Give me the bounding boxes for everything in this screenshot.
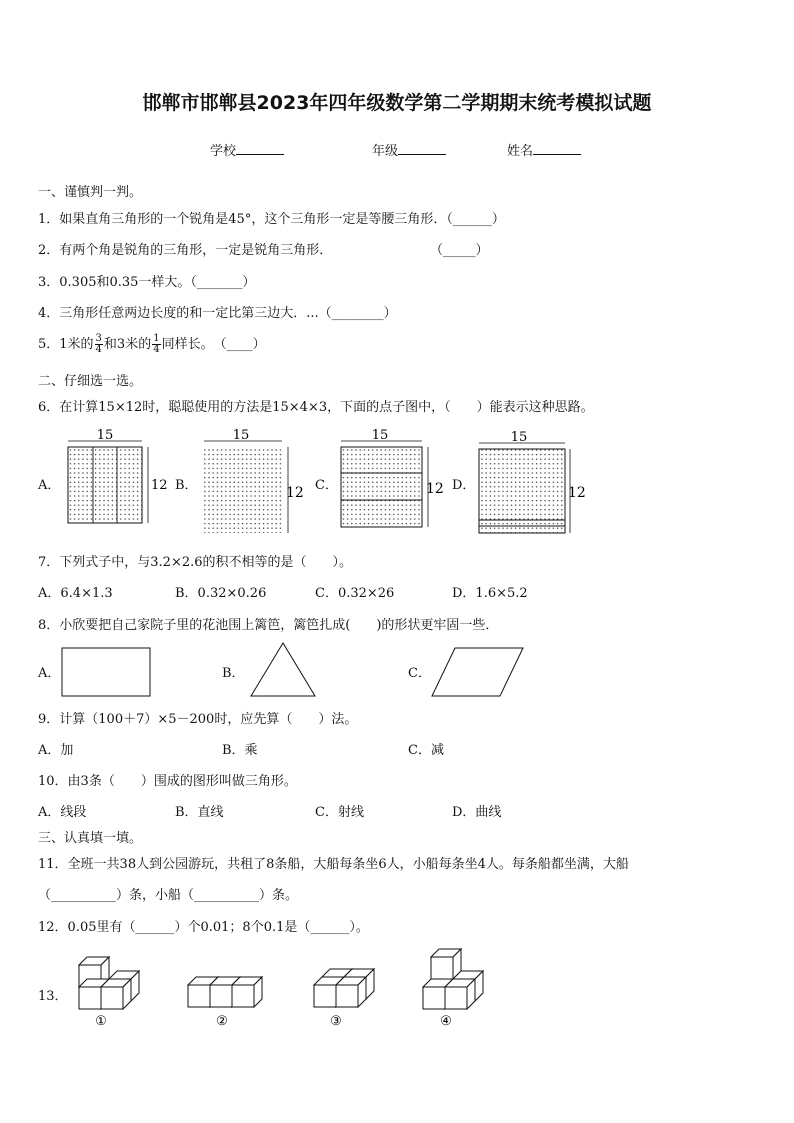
grade-label: 年级 [372,144,399,159]
cube-figure-3 [314,969,374,1029]
cube-figure-4 [423,949,483,1029]
cube-figure-2 [188,977,262,1029]
shape-options [55,640,535,700]
q6-option-c-label[interactable]: C． [315,478,338,493]
q9-option-b[interactable]: B．乘 [222,743,258,758]
dot-grid-b [204,428,304,533]
section-1-heading: 一、谨慎判一判。 [38,185,143,200]
dim-width-label: 15 [510,430,528,445]
dot-grid-a [68,428,168,523]
question-13: 13． [38,989,68,1004]
fraction-three-quarters [95,334,103,355]
q5-text-post: 同样长。 （____） [161,337,266,352]
q6-option-b-label[interactable]: B． [175,478,198,493]
rectangle-shape [62,648,150,696]
dim-width-label: 15 [232,428,250,443]
fraction-denominator: 4 [95,344,102,355]
question-7: 7．下列式子中，与3.2×2.6的积不相等的是（ ）。 [38,555,353,570]
question-12: 12．0.05里有（______）个0.01；8个0.1是（______）。 [38,920,369,935]
dim-height-label: 12 [426,481,444,497]
figure-label: ① [95,1014,107,1029]
triangle-shape [251,643,315,696]
q7-option-a[interactable]: A．6.4×1.3 [38,586,113,601]
dim-height-label: 12 [568,485,586,501]
dim-width-label: 15 [371,428,389,443]
dot-grid-c [341,428,444,527]
question-2-blank[interactable]: （_____） [430,243,489,258]
school-field[interactable] [210,140,284,159]
question-2: 2．有两个角是锐角的三角形，一定是锐角三角形． [38,243,333,258]
name-label: 姓名 [507,144,534,159]
question-1: 1．如果直角三角形的一个锐角是45°，这个三角形一定是等腰三角形．（______） [38,212,505,227]
cube-figure-1 [79,957,139,1029]
fraction-numerator: 3 [95,333,102,344]
section-3-heading: 三、认真填一填。 [38,831,143,846]
q7-option-b[interactable]: B．0.32×0.26 [175,586,267,601]
fraction-one-quarter [152,334,160,355]
fraction-numerator: 1 [153,333,160,344]
figure-label: ③ [330,1014,342,1029]
q10-option-a[interactable]: A．线段 [38,805,87,820]
question-6: 6．在计算15×12时，聪聪使用的方法是15×4×3，下面的点子图中，（ ）能表示这种思路。 [38,400,594,415]
page-title: 邯郸市邯郸县2023年四年级数学第二学期期末统考模拟试题 [142,92,652,114]
q10-option-d[interactable]: D．曲线 [452,805,502,820]
q9-option-c[interactable]: C．减 [408,743,444,758]
question-3: 3．0.305和0.35一样大。（_______） [38,275,256,290]
dot-grid-d [479,430,586,533]
name-field[interactable] [507,140,581,159]
question-11-line-1: 11．全班一共38人到公园游玩，共租了8条船，大船每条坐6人，小船每条坐4人。每条船都坐满，大船 [38,857,629,872]
q6-option-a-label[interactable]: A． [38,478,61,493]
cube-figures [70,945,490,1031]
q5-text-pre: 5．1米的 [38,337,94,352]
q5-text-mid: 和3米的 [103,337,152,352]
q9-option-a[interactable]: A．加 [38,743,74,758]
dim-height-label: 12 [151,478,168,493]
q10-option-b[interactable]: B．直线 [175,805,224,820]
school-label: 学校 [210,144,237,159]
dot-grid-figures [60,425,600,545]
q8-option-c-label[interactable]: C． [408,666,431,681]
fraction-denominator: 4 [153,344,160,355]
question-9: 9．计算（100＋7）×5－200时，应先算（ ）法。 [38,712,358,727]
q10-option-c[interactable]: C．射线 [315,805,364,820]
dim-width-label: 15 [96,428,114,443]
parallelogram-shape [432,648,523,696]
q6-option-d-label[interactable]: D． [452,478,476,493]
grade-field[interactable] [372,140,446,159]
question-4: 4．三角形任意两边长度的和一定比第三边大．...（________） [38,306,397,321]
q7-option-c[interactable]: C．0.32×26 [315,586,395,601]
question-8: 8．小欣要把自己家院子里的花池围上篱笆，篱笆扎成( )的形状更牢固一些． [38,618,499,633]
section-2-heading: 二、仔细选一选。 [38,374,143,389]
figure-label: ② [216,1014,228,1029]
q8-option-a-label[interactable]: A． [38,666,61,681]
figure-label: ④ [440,1014,452,1029]
question-11-line-2: （__________）条，小船（__________）条。 [38,888,299,903]
dim-height-label: 12 [286,485,304,501]
q7-option-d[interactable]: D．1.6×5.2 [452,586,528,601]
question-5 [38,333,266,357]
question-10: 10．由3条（ ）围成的图形叫做三角形。 [38,774,297,789]
q8-option-b-label[interactable]: B． [222,666,245,681]
